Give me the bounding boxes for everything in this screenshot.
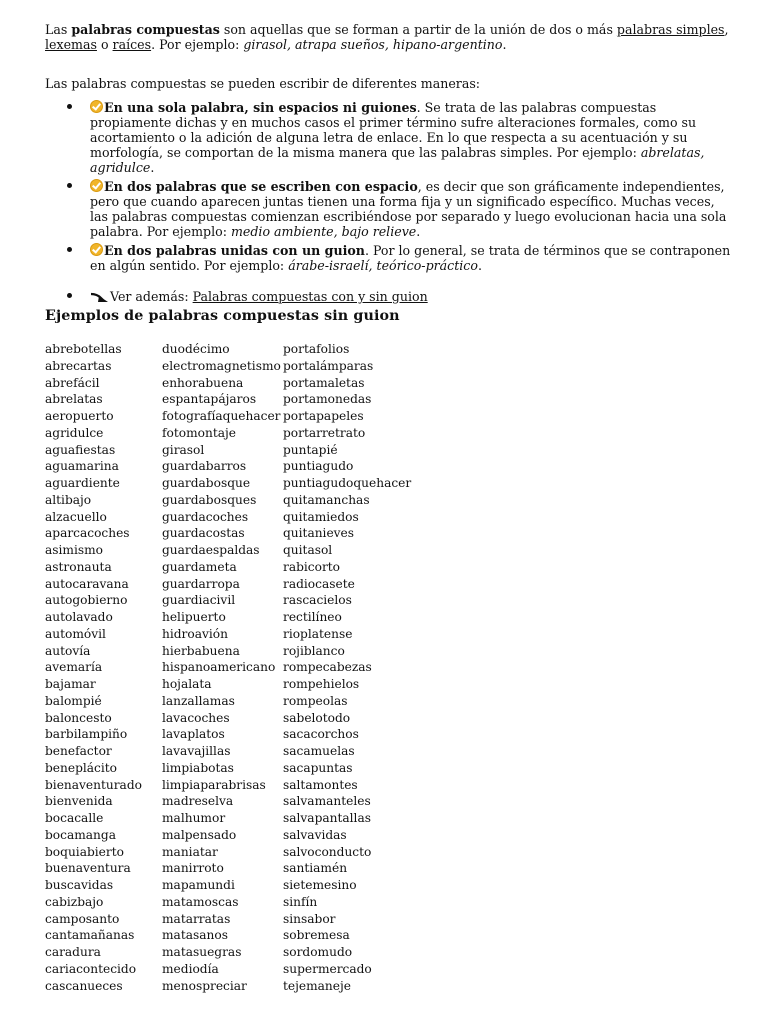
bullet-text: . [477,258,482,273]
bullet-text: , es decir que son gráficamente independientes, pero que cuando aparecen juntas tienen una forma fija y un significado específico. Muchas veces, las palabras compuestas comienzan escribiéndose por separado y luego evolucionan hacia una sola palabra. Por ejemplo: [90,179,727,239]
list-item [45,243,735,273]
word-item: guardacostas [162,526,245,541]
word-item: sabelotodo [283,710,351,725]
word-item: guardaespaldas [162,543,260,557]
word-item: sinsabor [283,911,336,926]
word-item: guardabosque [162,476,251,490]
see-also-label: Ver además: [110,289,193,304]
word-item: automóvil [45,626,106,641]
word-item: alzacuello [45,509,107,524]
word-item: malhumor [162,811,226,825]
word-item: salvapantallas [283,811,371,825]
ways-list [45,100,735,304]
bullet-heading: En dos palabras unidas con un guion [104,243,365,258]
word-item: sacamuelas [283,744,355,758]
word-item: hierbabuena [162,643,240,658]
link-lexemas[interactable]: lexemas [45,37,97,52]
word-item: abrefácil [45,375,100,390]
word-item: rompeolas [283,693,348,708]
word-item: manirroto [162,861,224,876]
word-item: bienvenida [45,794,113,809]
bullet-heading: En dos palabras que se escriben con espacio [104,179,418,194]
intro-text: Las [45,22,72,37]
word-item: aguamarina [45,459,119,474]
word-item: puntiagudoquehacer [283,476,412,490]
word-item: barbilampiño [45,727,128,742]
word-item: madreselva [162,794,234,809]
word-item: guardarropa [162,576,240,591]
word-item: matarratas [162,911,231,926]
word-item: agridulce [45,425,104,440]
word-item: abrelatas [45,392,103,407]
list-item [45,179,735,239]
word-column-2 [162,341,281,994]
word-item: portafolios [283,342,350,356]
word-item: rabicorto [283,559,341,574]
word-item: saltamontes [283,777,358,792]
word-item: caradura [45,945,101,959]
intro-term: palabras compuestas [71,22,220,37]
see-also-item [45,289,735,304]
word-item: balompié [45,693,102,708]
word-item: rompecabezas [283,660,372,675]
word-item: portapapeles [283,409,364,423]
word-item: guardameta [162,559,237,574]
word-item: salvoconducto [283,844,372,859]
word-item: quitanieves [283,526,355,541]
word-item: malpensado [162,827,237,842]
word-item: boquiabierto [45,844,124,859]
word-item: aguafiestas [45,442,116,457]
bullet-dot [67,183,72,188]
word-item: autocaravana [45,576,129,591]
word-item: rojiblanco [283,643,345,658]
word-item: guardabosques [162,492,257,507]
word-item: guardiacivil [162,593,236,608]
word-item: limpiaparabrisas [162,777,266,792]
word-item: benefactor [45,744,112,758]
word-item: espantapájaros [162,392,257,407]
bullet-dot [67,293,72,298]
word-item: autolavado [45,610,113,624]
word-item: bocamanga [45,827,116,842]
word-item: altibajo [45,492,92,507]
word-item: sietemesino [283,878,357,892]
intro-text: . Por ejemplo: [151,37,244,52]
word-item: helipuerto [162,610,226,624]
bullet-examples: abrelatas, agridulce [90,145,705,175]
word-item: rectilíneo [283,610,342,624]
word-item: hojalata [162,677,212,691]
word-item: portalámparas [283,358,374,373]
word-item: quitamiedos [283,509,359,524]
word-item: enhorabuena [162,375,244,390]
word-item: aparcacoches [45,526,130,541]
list-item [45,100,735,175]
document-page [45,20,735,993]
word-item: puntiagudo [283,459,354,474]
word-item: matasanos [162,928,228,943]
word-item: beneplácito [45,760,118,775]
word-item: tejemaneje [283,978,351,993]
link-compuestas-con-sin-guion[interactable]: Palabras compuestas con y sin guion [192,289,428,304]
word-item: camposanto [45,911,120,926]
word-item: fotografíaquehacer [162,409,281,423]
word-item: bienaventurado [45,777,142,792]
word-item: santiamén [283,861,348,876]
word-column-3 [283,341,411,994]
word-item: buscavidas [45,878,114,892]
word-item: avemaría [45,660,103,675]
word-item: quitasol [283,543,333,557]
bullet-text: . [150,160,155,175]
word-item: menospreciar [162,978,247,993]
word-item: asimismo [45,543,104,557]
word-item: baloncesto [45,710,112,725]
bullet-text: . [416,224,421,239]
bullet-text: . Por lo general, se trata de términos que se contraponen en algún sentido. Por ejemplo: [90,243,731,273]
word-item: limpiabotas [162,760,234,775]
word-item: rompehielos [283,677,360,691]
word-column-1 [45,341,142,994]
word-item: aeropuerto [45,409,114,423]
word-item: hispanoamericano [162,660,276,675]
word-item: sacapuntas [283,760,353,775]
check-circle-icon [90,179,103,192]
word-item: salvamanteles [283,794,371,809]
word-item: mediodía [162,961,219,976]
intro-examples: girasol, atrapa sueños, hipano-argentino [243,37,503,52]
word-item: lavavajillas [162,744,231,758]
word-item: bocacalle [45,811,104,825]
word-item: autogobierno [45,593,128,608]
word-item: lanzallamas [162,693,235,708]
word-item: sobremesa [283,928,350,943]
bullet-examples: medio ambiente, bajo relieve [230,224,417,239]
word-item: electromagnetismo [162,358,281,373]
word-item: buenaventura [45,861,131,876]
word-item: quitamanchas [283,492,370,507]
word-item: matamoscas [162,894,239,909]
word-item: supermercado [283,961,372,976]
word-item: portarretrato [283,425,366,440]
link-palabras-simples[interactable]: palabras simples [616,22,725,37]
word-item: cascanueces [45,978,123,993]
word-item: duodécimo [162,342,230,356]
intro-text: , [724,22,729,37]
word-item: cabizbajo [45,894,104,909]
word-item: maniatar [162,844,218,859]
intro-text: . [502,37,507,52]
word-item: autovía [45,643,91,658]
intro-text: o [96,37,113,52]
word-item: sinfín [283,894,318,909]
word-item: portamaletas [283,375,365,390]
word-item: abrecartas [45,358,112,373]
link-raices[interactable]: raíces [112,37,152,52]
word-item: lavacoches [162,710,230,725]
word-item: girasol [162,442,205,457]
word-item: portamonedas [283,392,372,407]
word-item: bajamar [45,677,96,691]
bullet-heading: En una sola palabra, sin espacios ni guiones [104,100,417,115]
word-item: fotomontaje [162,425,236,440]
word-item: matasuegras [162,945,242,959]
intro-text: son aquellas que se forman a partir de la unión de dos o más [219,22,617,37]
word-item: sordomudo [283,945,353,959]
word-item: cantamañanas [45,928,135,943]
word-item: radiocasete [283,576,355,591]
word-item: puntapié [283,442,338,457]
word-item: rascacielos [283,593,352,608]
check-circle-icon [90,243,103,256]
word-item: lavaplatos [162,727,225,742]
bullet-dot [67,104,72,109]
word-item: hidroavión [162,626,228,641]
intro-paragraph [45,22,735,52]
word-item: rioplatense [283,626,353,641]
word-item: abrebotellas [45,342,122,356]
word-item: astronauta [45,559,112,574]
arrow-right-icon [90,291,109,303]
word-item: mapamundi [162,878,235,892]
ways-paragraph: Las palabras compuestas se pueden escribir de diferentes maneras: [45,76,481,91]
word-item: salvavidas [283,827,347,842]
word-item: cariacontecido [45,961,137,976]
word-item: guardacoches [162,509,249,524]
section-title: Ejemplos de palabras compuestas sin guion [45,308,400,324]
check-circle-icon [90,100,103,113]
bullet-text: . Se trata de las palabras compuestas propiamente dichas y en muchos casos el primer término sufre alteraciones formales, como su acortamiento o la adición de alguna letra de enlace. En lo que respecta a su acentuación y su morfología, se comportan de la misma manera que las palabras simples. Por ejemplo: [90,100,697,160]
bullet-examples: árabe-israelí, teórico-práctico [288,258,478,273]
word-item: sacacorchos [283,727,359,742]
word-item: aguardiente [45,476,120,490]
bullet-dot [67,247,72,252]
word-item: guardabarros [162,459,247,474]
